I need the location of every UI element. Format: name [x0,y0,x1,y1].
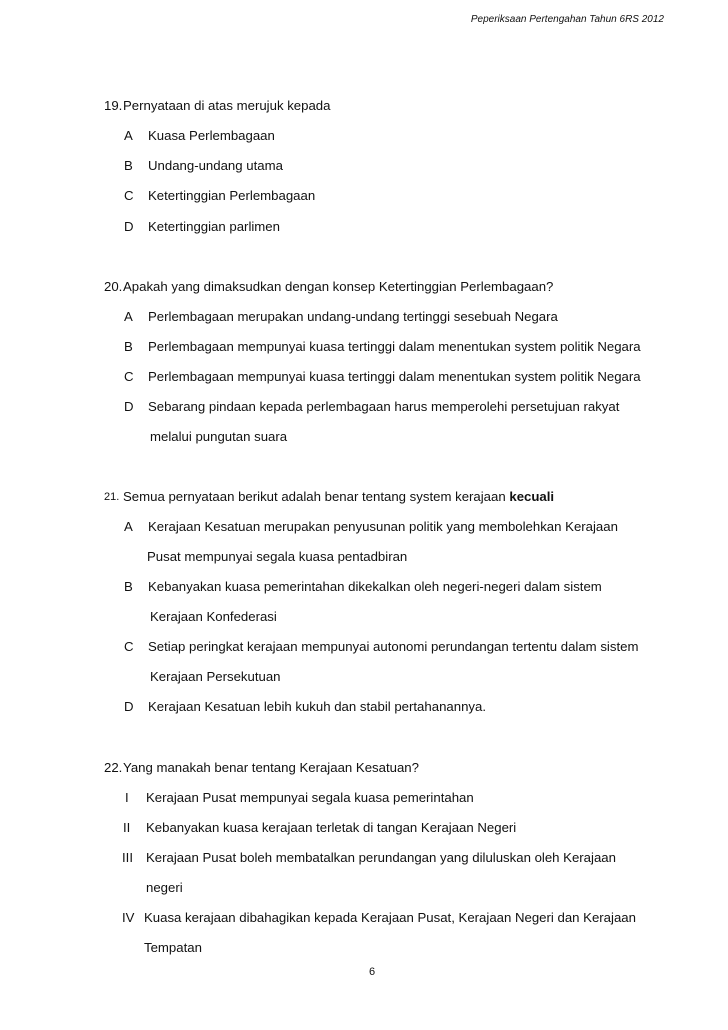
q19-option-c-letter: C [124,188,134,203]
question-21-number: 21. [104,491,120,503]
q19-option-d-text: Ketertinggian parlimen [148,219,280,234]
question-21-stem-keyword: kecuali [509,489,555,504]
q21-option-c-letter: C [124,639,134,654]
page-number: 6 [368,966,376,978]
q21-option-c-text-line2: Kerajaan Persekutuan [150,669,281,684]
q22-item-iv-roman: IV [122,910,135,925]
q19-option-a-letter: A [124,128,133,143]
q22-item-iv-text-line1: Kuasa kerajaan dibahagikan kepada Kerajaan Pusat, Kerajaan Negeri dan Kerajaan [144,910,636,925]
q22-item-iii-text-line2: negeri [146,880,183,895]
question-19-stem: Pernyataan di atas merujuk kepada [123,98,331,113]
q21-option-d-text: Kerajaan Kesatuan lebih kukuh dan stabil pertahanannya. [148,699,486,714]
page-header: Peperiksaan Pertengahan Tahun 6RS 2012 [470,14,664,25]
q20-option-b-text: Perlembagaan mempunyai kuasa tertinggi dalam menentukan system politik Negara [148,339,641,354]
q22-item-ii-roman: II [123,820,131,835]
q20-option-d-letter: D [124,399,134,414]
q19-option-b-letter: B [124,158,133,173]
question-20-number: 20. [104,279,123,294]
q20-option-b-letter: B [124,339,133,354]
q20-option-c-text: Perlembagaan mempunyai kuasa tertinggi dalam menentukan system politik Negara [148,369,641,384]
q22-item-ii-text: Kebanyakan kuasa kerajaan terletak di tangan Kerajaan Negeri [146,820,517,835]
q20-option-d-text-line1: Sebarang pindaan kepada perlembagaan harus memperolehi persetujuan rakyat [148,399,620,414]
q21-option-a-text-line2: Pusat mempunyai segala kuasa pentadbiran [147,549,408,564]
q19-option-d-letter: D [124,219,134,234]
q21-option-b-letter: B [124,579,133,594]
q20-option-a-text: Perlembagaan merupakan undang-undang tertinggi sesebuah Negara [148,309,558,324]
q20-option-c-letter: C [124,369,134,384]
question-22-number: 22. [104,760,123,775]
q21-option-b-text-line2: Kerajaan Konfederasi [150,609,277,624]
q22-item-iii-text-line1: Kerajaan Pusat boleh membatalkan perundangan yang diluluskan oleh Kerajaan [146,850,616,865]
q19-option-b-text: Undang-undang utama [148,158,283,173]
q21-option-c-text-line1: Setiap peringkat kerajaan mempunyai autonomi perundangan tertentu dalam sistem [148,639,639,654]
question-21-stem-text: Semua pernyataan berikut adalah benar tentang system kerajaan [123,489,506,504]
question-19-number: 19. [104,98,123,113]
question-20-stem: Apakah yang dimaksudkan dengan konsep Ketertinggian Perlembagaan? [123,279,554,294]
question-22-stem: Yang manakah benar tentang Kerajaan Kesatuan? [123,760,419,775]
q22-item-i-roman: I [125,790,129,805]
q21-option-d-letter: D [124,699,134,714]
q22-item-i-text: Kerajaan Pusat mempunyai segala kuasa pemerintahan [146,790,474,805]
q22-item-iii-roman: III [122,850,133,865]
q22-item-iv-text-line2: Tempatan [144,940,202,955]
q19-option-c-text: Ketertinggian Perlembagaan [148,188,316,203]
q21-option-a-letter: A [124,519,133,534]
question-21-stem [123,489,554,505]
q21-option-a-text-line1: Kerajaan Kesatuan merupakan penyusunan politik yang membolehkan Kerajaan [148,519,618,534]
q20-option-d-text-line2: melalui pungutan suara [150,429,288,444]
q19-option-a-text: Kuasa Perlembagaan [148,128,275,143]
q21-option-b-text-line1: Kebanyakan kuasa pemerintahan dikekalkan oleh negeri-negeri dalam sistem [148,579,602,594]
q20-option-a-letter: A [124,309,133,324]
